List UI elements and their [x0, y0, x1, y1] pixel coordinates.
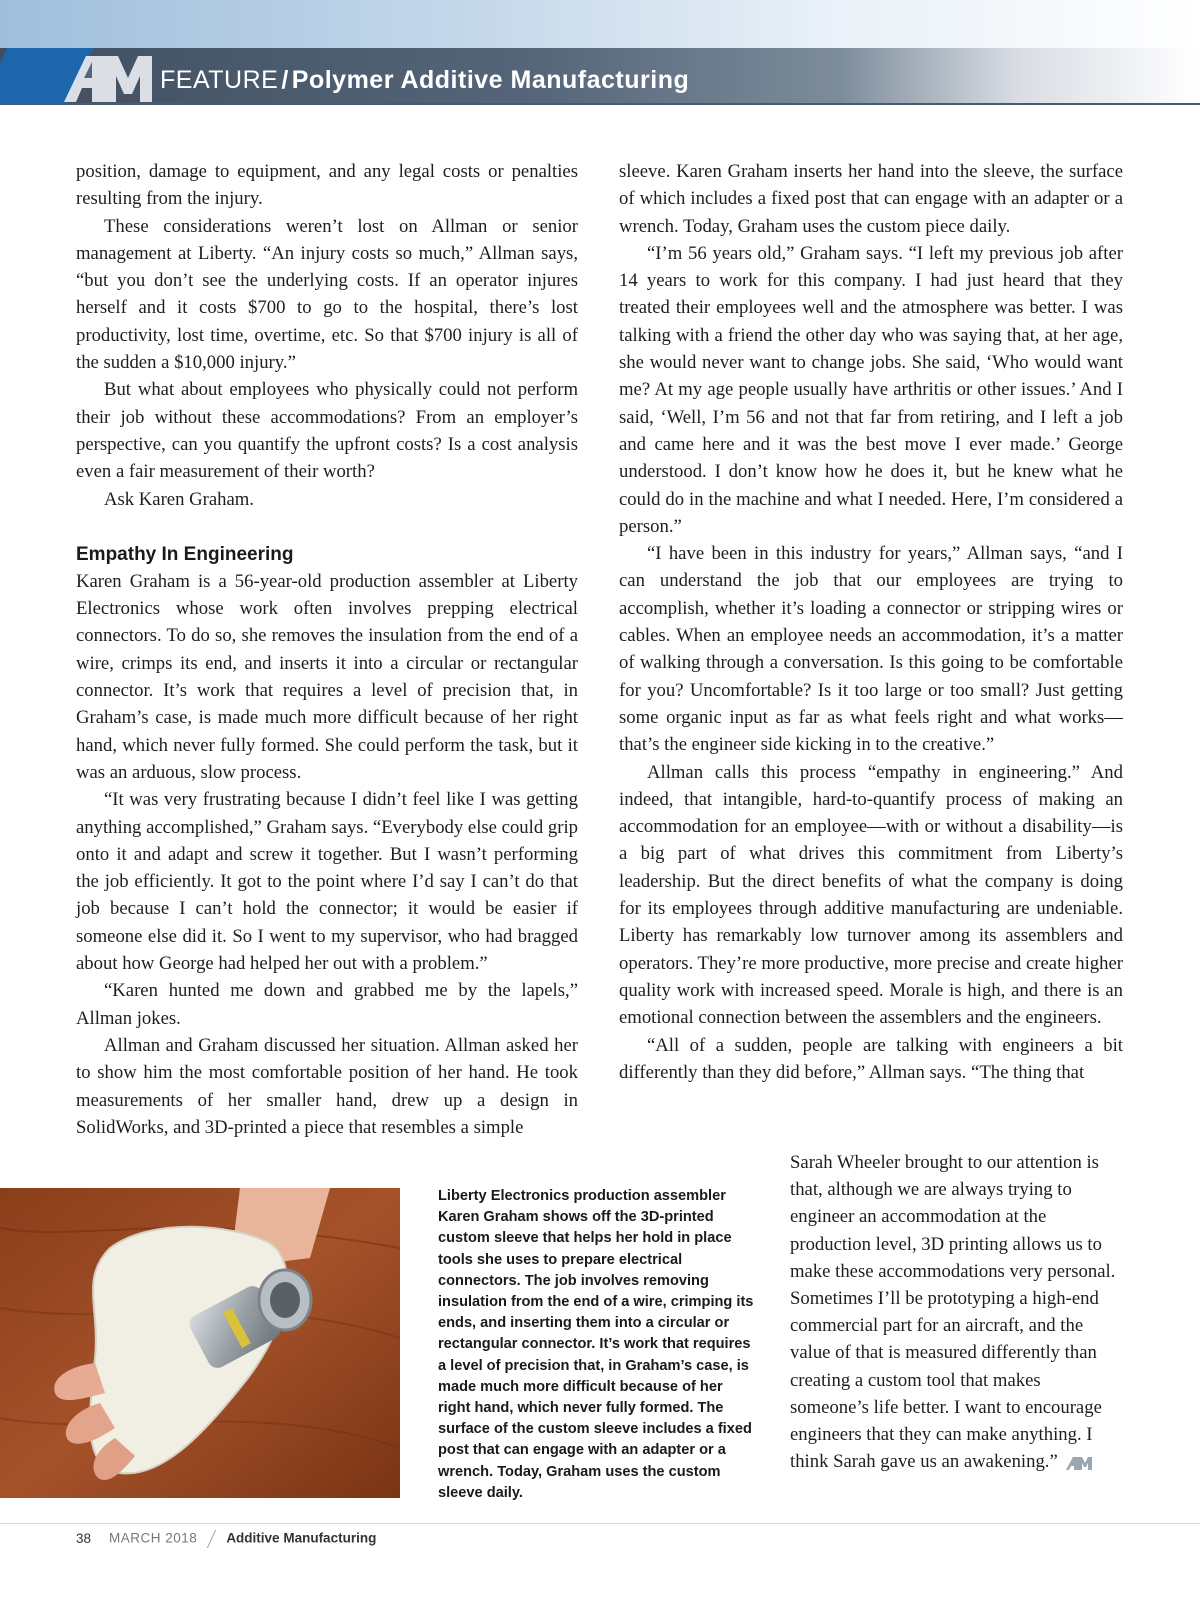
feature-label: FEATURE — [160, 66, 279, 94]
section-title: Polymer Additive Manufacturing — [291, 66, 690, 94]
paragraph: position, damage to equipment, and any legal costs or penalties resulting from the injury. — [76, 161, 578, 210]
footer-separator — [207, 1530, 216, 1548]
am-end-mark-icon — [1066, 1456, 1094, 1470]
paragraph: “I’m 56 years old,” Graham says. “I left my previous job after 14 years to work for this company. I had just heard that they treated their employees well and the atmosphere was better. I was talking with a friend the other day who was saying that, at her age, she would never want to change jobs. She said, ‘Who would want me? At my age people usually have arthritis or other issues.’ And I said, ‘Well, I’m 56 and not that far from retiring, and I left a job and came here and it was the best move I ever made.’ George understood. I don’t know how he does it, but he knew what he could do in the machine and what I needed. Here, I’m considered a person.” — [619, 242, 1123, 537]
footer-rule — [0, 1523, 1200, 1524]
paragraph-continuation — [790, 1149, 1122, 1475]
section-heading: Empathy In Engineering — [76, 543, 294, 565]
paragraph-text: Sarah Wheeler brought to our attention is that, although we are always trying to engineer an accommodation at the production level, 3D printing allows us to make these accommodations very personal. Sometimes I’ll be prototyping a high-end commercial part for an aircraft, and the value of that is measured differently than creating a custom tool that makes someone’s life better. I want to encourage engineers that they can make anything. I think Sarah gave us an awakening.” — [790, 1152, 1116, 1473]
paragraph: Karen Graham is a 56-year-old production assembler at Liberty Electronics whose work often involves prepping electrical connectors. To do so, she removes the insulation from the end of a wire, crimps its end, and inserts it into a circular or rectangular connector. It’s work that requires a level of precision that, in Graham’s case, is made much more difficult because of her right hand, which never fully formed. She could perform the task, but it was an arduous, slow process. — [76, 570, 578, 783]
photo-caption: Liberty Electronics production assembler Karen Graham shows off the 3D-printed custom sleeve that helps her hold in place tools she uses to prepare electrical connectors. The job involves removing insulation from the end of a wire, crimping its ends, and inserting them into a circular or rectangular connector. It’s work that requires a level of precision that, in Graham’s case, is made much more difficult because of her right hand, which never fully formed. The surface of the custom sleeve includes a fixed post that can engage with an adapter or a wrench. Today, Graham uses the custom sleeve daily. — [438, 1188, 754, 1501]
hand-sleeve-photo — [0, 1188, 400, 1498]
header-separator: / — [281, 66, 289, 94]
page-number: 38 — [76, 1530, 92, 1546]
paragraph: Ask Karen Graham. — [104, 488, 254, 510]
paragraph: Allman and Graham discussed her situation. Allman asked her to show him the most comfortable position of her hand. He took measurements of her smaller hand, drew up a design in SolidWorks, and 3D-printed a piece that resembles a simple — [76, 1034, 578, 1138]
paragraph: Allman calls this process “empathy in engineering.” And indeed, that intangible, hard-to-quantify process of making an accommodation for an employee—with or without a disability—is a big part of what drives this commitment from Liberty’s leadership. But the direct benefits of what the company is doing for its employees through additive manufacturing are undeniable. Liberty has remarkably low turnover among its assemblers and operators. They’re more productive, more precise and create higher quality work with increased speed. Morale is high, and there is an emotional connection between the assemblers and the engineers. — [619, 761, 1123, 1029]
paragraph: But what about employees who physically could not perform their job without these accommodations? From an employer’s perspective, can you quantify the upfront costs? Is a cost analysis even a fair measurement of their worth? — [76, 379, 578, 483]
paragraph: “It was very frustrating because I didn’t feel like I was getting anything accomplished,” Graham says. “Everybody else could grip onto it and adapt and screw it together. But I wasn’t performing the job efficiently. It got to the point where I’d say I can’t do that job because I can’t hold the connector; it would be easier if someone else did it. So I went to my supervisor, who had bragged about how George had helped her out with a problem.” — [76, 789, 578, 975]
paragraph: “Karen hunted me down and grabbed me by the lapels,” Allman jokes. — [76, 980, 578, 1029]
right-column — [619, 158, 1123, 1086]
left-column — [76, 158, 578, 1141]
header-title — [160, 66, 689, 95]
footer — [76, 1530, 376, 1548]
header-gradient-band — [0, 0, 1200, 48]
right-column-continuation — [790, 1149, 1122, 1475]
paragraph: “I have been in this industry for years,” Allman says, “and I can understand the job that our employees are trying to accomplish, whether it’s loading a connector or stripping wires or cables. When an employee needs an accommodation, it’s a matter of walking through a conversation. Is this going to be comfortable for you? Uncomfortable? Is it too large or too small? Just getting some organic input as far as what feels right and what works—that’s the engineer side kicking in to the creative.” — [619, 543, 1123, 756]
paragraph: These considerations weren’t lost on Allman or senior management at Liberty. “An injury costs so much,” Allman says, “but you don’t see the underlying costs. If an operator injures herself and it costs $700 to go to the hospital, there’s lost productivity, lost time, overtime, etc. So that $700 injury is all of the sudden a $10,000 injury.” — [76, 215, 578, 374]
paragraph: sleeve. Karen Graham inserts her hand into the sleeve, the surface of which includes a fixed post that can engage with an adapter or a wrench. Today, Graham uses the custom piece daily. — [619, 161, 1123, 237]
header-rule — [0, 103, 1200, 105]
issue-date: MARCH 2018 — [109, 1530, 198, 1546]
am-logo-icon — [64, 52, 154, 104]
paragraph: “All of a sudden, people are talking with engineers a bit differently than they did before,” Allman says. “The thing that — [619, 1034, 1123, 1083]
magazine-name: Additive Manufacturing — [226, 1530, 377, 1546]
